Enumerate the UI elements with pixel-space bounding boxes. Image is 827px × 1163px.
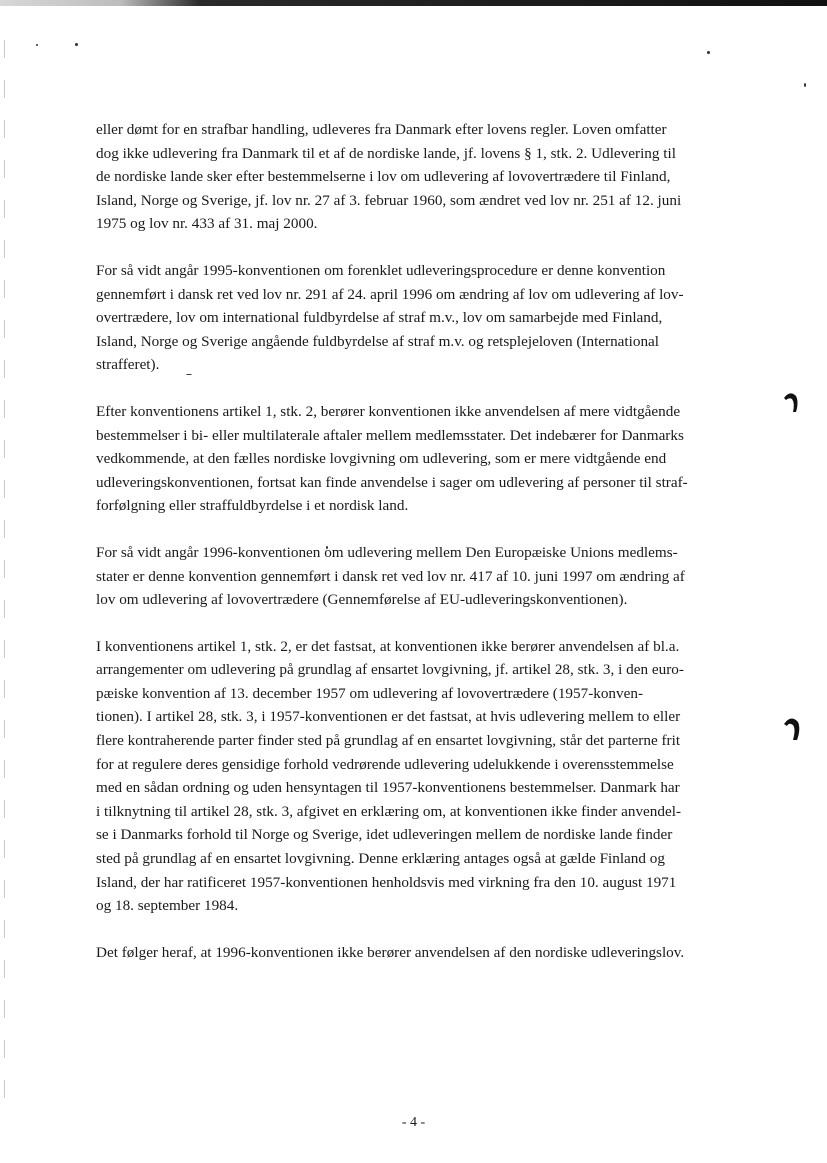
paragraph-article-1-nordic <box>96 400 756 518</box>
text-line: 1975 og lov nr. 433 af 31. maj 2000. <box>96 215 318 233</box>
text-line: udleveringskonventionen, fortsat kan finde anvendelse i sager om udlevering af personer til straf- <box>96 473 688 491</box>
text-line: Island, der har ratificeret 1957-konventionen henholdsvis med virkning fra den 10. august 1971 <box>96 873 677 891</box>
paragraph-extradition-law <box>96 118 756 236</box>
text-line: For så vidt angår 1995-konventionen om forenklet udleveringsprocedure er denne konvention <box>96 261 666 279</box>
text-line: sted på grundlag af en ensartet lovgivning. Denne erklæring antages også at gælde Finland og <box>96 850 665 868</box>
text-line: tionen). I artikel 28, stk. 3, i 1957-konventionen er det fastsat, at hvis udlevering mellem to eller <box>96 708 681 726</box>
paragraph-1996-convention <box>96 541 756 612</box>
text-line: Island, Norge og Sverige angående fuldbyrdelse af straf m.v. og retsplejeloven (International <box>96 332 660 350</box>
scan-speck <box>804 83 806 87</box>
page-number: - 4 - <box>401 1115 426 1130</box>
paragraph-1957-convention <box>96 635 756 918</box>
text-line: og 18. september 1984. <box>96 897 239 915</box>
text-line: flere kontraherende parter finder sted på grundlag af en ensartet lovgivning, står det parterne frit <box>96 732 681 750</box>
punch-hole-mark-icon <box>782 714 802 742</box>
scan-speck <box>75 43 78 46</box>
text-line: overtrædere, lov om international fuldbyrdelse af straf m.v., lov om samarbejde med Finland, <box>96 309 663 327</box>
text-line: pæiske konvention af 13. december 1957 om udlevering af lovovertrædere (1957-konven- <box>96 684 644 702</box>
text-line: dog ikke udlevering fra Danmark til et af de nordiske lande, jf. lovens § 1, stk. 2. Udlevering til <box>96 144 676 162</box>
document-body <box>96 118 756 987</box>
scan-top-rule <box>0 0 827 6</box>
scan-left-edge <box>4 40 5 1120</box>
text-line: strafferet). <box>96 356 160 374</box>
text-line: forfølgning eller straffuldbyrdelse i et nordisk land. <box>96 497 409 515</box>
scan-speck <box>707 51 710 54</box>
text-line: de nordiske lande sker efter bestemmelserne i lov om udlevering af lovovertrædere til Finland, <box>96 168 671 186</box>
text-line: Efter konventionens artikel 1, stk. 2, berører konventionen ikke anvendelsen af mere vidtgående <box>96 402 681 420</box>
text-line: arrangementer om udlevering på grundlag af ensartet lovgivning, jf. artikel 28, stk. 3, i den euro- <box>96 661 684 679</box>
paragraph-conclusion <box>96 941 756 965</box>
text-line: For så vidt angår 1996-konventionen om udlevering mellem Den Europæiske Unions medlems- <box>96 543 678 561</box>
text-line: eller dømt for en strafbar handling, udleveres fra Danmark efter lovens regler. Loven omfatter <box>96 121 667 138</box>
text-line: bestemmelser i bi- eller multilaterale aftaler mellem medlemsstater. Det indebærer for Danmarks <box>96 426 684 444</box>
scan-speck <box>36 44 38 46</box>
text-line: gennemført i dansk ret ved lov nr. 291 af 24. april 1996 om ændring af lov om udlevering af lov- <box>96 285 684 303</box>
text-line: Island, Norge og Sverige, jf. lov nr. 27 af 3. februar 1960, som ændret ved lov nr. 251 af 12. juni <box>96 191 682 209</box>
text-line: se i Danmarks forhold til Norge og Sverige, idet udleveringen mellem de nordiske lande finder <box>96 826 673 844</box>
punch-hole-mark-icon <box>782 390 800 414</box>
text-line: I konventionens artikel 1, stk. 2, er det fastsat, at konventionen ikke berører anvendelsen af bl.a. <box>96 637 680 655</box>
text-line: stater er denne konvention gennemført i dansk ret ved lov nr. 417 af 10. juni 1997 om ændring af <box>96 567 685 585</box>
text-line: lov om udlevering af lovovertrædere (Gennemførelse af EU-udleveringskonventionen). <box>96 591 628 609</box>
text-line: med en sådan ordning og uden hensyntagen til 1957-konventionens bestemmelser. Danmark har <box>96 779 680 797</box>
text-line: Det følger heraf, at 1996-konventionen ikke berører anvendelsen af den nordiske udleveringslov. <box>96 943 685 961</box>
text-line: for at regulere deres gensidige forhold vedrørende udlevering udelukkende i overensstemmelse <box>96 755 674 773</box>
text-line: vedkommende, at den fælles nordiske lovgivning om udlevering, som er mere vidtgående end <box>96 450 667 468</box>
paragraph-1995-convention <box>96 259 756 377</box>
text-line: i tilknytning til artikel 28, stk. 3, afgivet en erklæring om, at konventionen ikke finder anvendel- <box>96 802 682 820</box>
